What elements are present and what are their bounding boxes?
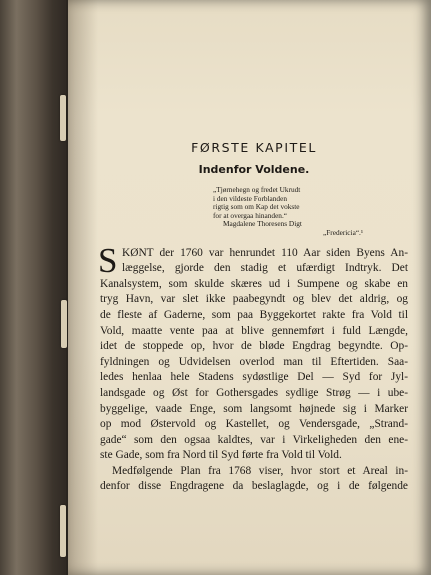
binding-stitch-bottom: [60, 505, 66, 557]
text-line: Vold, maatte vente paa at blive gennemført i fuld Længde,: [100, 324, 408, 337]
binding-stitch-middle: [61, 300, 67, 348]
body-text: [98, 240, 408, 496]
book-page: [68, 0, 431, 575]
epigraph-line: „Tjørnehegn og fredet Ukrudt: [213, 185, 301, 194]
text-line: tryg Havn, var slet ikke paabegyndt og blev det aldrig, og: [100, 293, 408, 306]
drop-cap: S: [98, 240, 118, 280]
epigraph: [213, 186, 408, 238]
text-line: op mod Østervold og Kastellet, og Vendersgade, „Strand-: [100, 418, 408, 431]
chapter-subtitle: Indenfor Voldene.: [198, 163, 310, 176]
paragraph-1: [98, 240, 408, 464]
text-line: fyldningen og Udvidelsen overlod man til Eftertiden. Saa-: [100, 355, 408, 368]
text-line: Kanalsystem, som skulde skæres ud i Sumpene og skabe en: [100, 277, 408, 290]
text-line: denfor disse Engdragene da beslaglagde, og i de følgende: [100, 480, 408, 493]
epigraph-source-title: „Fredericia“.¹: [323, 227, 364, 237]
epigraph-source: Magdalene Thoresens Digt: [223, 219, 302, 229]
text-line: gade“ som den ogsaa kaldtes, var i Virkeligheden den ene-: [100, 433, 408, 446]
text-line: landsgade og Øst for Gothersgades sydlige Strøg — i ube-: [100, 386, 408, 399]
binding-stitch-top: [60, 95, 66, 141]
epigraph-line: i den vildeste Forblanden: [213, 193, 287, 203]
text-line: de fleste af Gaderne, som paa Byggekortet rakte fra Vold til: [100, 308, 408, 321]
chapter-title: FØRSTE KAPITEL: [191, 140, 317, 155]
text-line: ledes henlaa hele Stadens sydøstlige Del — Syd for Jyl-: [100, 371, 408, 384]
text-line: idet de stoppede op, hvor de bløde Engdrag begyndte. Op-: [100, 340, 408, 353]
text-line: læggelse, gjorde den stadig et ufærdigt Indtryk. Det: [122, 262, 408, 275]
text-line: byggelige, vaade Enge, som langsomt højnede sig i Marker: [100, 402, 408, 415]
epigraph-line: rigtig som om Kap det vokste: [213, 202, 300, 212]
text-line: Medfølgende Plan fra 1768 viser, hvor stort et Areal in-: [112, 464, 408, 477]
text-line: ste Gade, som fra Nord til Syd førte fra Vold til Vold.: [100, 449, 342, 462]
page-text: [100, 140, 408, 495]
book-gutter: [0, 0, 66, 575]
epigraph-line: for at overgaa hinanden.“: [213, 210, 288, 220]
text-line: KØNT der 1760 var henrundet 110 Aar siden Byens An-: [122, 246, 408, 259]
paragraph-2: [100, 464, 408, 495]
